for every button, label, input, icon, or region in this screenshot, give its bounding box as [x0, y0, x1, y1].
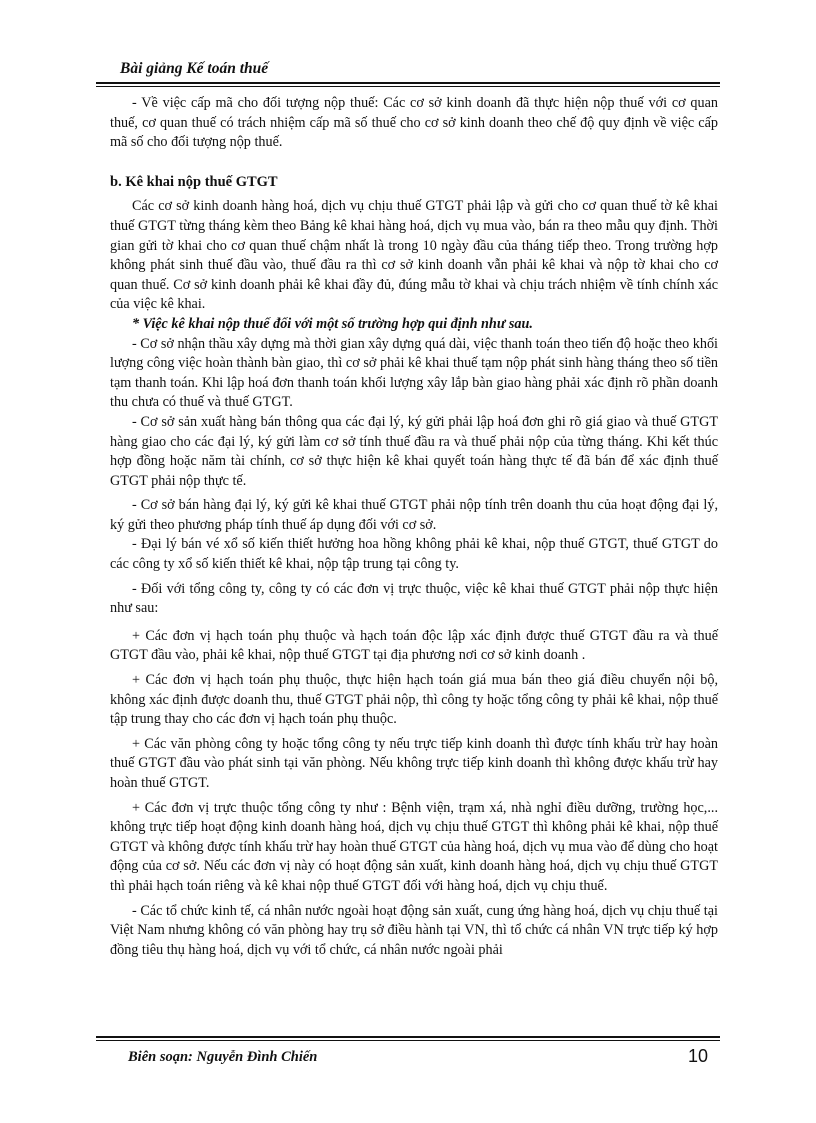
- paragraph-consignment: - Cơ sở bán hàng đại lý, ký gửi kê khai thuế GTGT phải nộp tính trên doanh thu của hoạt động đại lý, ký gửi theo phương pháp tính thuế áp dụng đối với cơ sở.: [110, 497, 718, 533]
- footer-rule: [96, 1036, 720, 1038]
- paragraph-tax-code: - Về việc cấp mã cho đối tượng nộp thuế: Các cơ sở kinh doanh đã thực hiện nộp thuế với cơ quan thuế, cơ quan thuế có trách nhiệm cấp mã số thuế cho cơ sở kinh doanh theo chế độ quy định về việc cấp mã số cho đối tượng nộp thuế.: [110, 95, 718, 151]
- header-rule: [96, 82, 720, 84]
- paragraph-affiliated-units: + Các đơn vị trực thuộc tổng công ty như : Bệnh viện, trạm xá, nhà nghỉ điều dưỡng, trường học,... không trực tiếp hoạt động kinh doanh hàng hoá, dịch vụ chịu thuế GTGT thì không phải kê khai, nộp thuế GTGT và không được tính khấu trừ hay hoàn thuế GTGT của hàng hoá, dịch vụ mua vào để dùng cho hoạt động của cơ sở. Nếu các đơn vị này có hoạt động sản xuất, kinh doanh hàng hoá, dịch vụ chịu thuế GTGT thì phải hạch toán riêng và kê khai nộp thuế GTGT đối với hàng hoá, dịch vụ chịu thuế.: [110, 799, 718, 894]
- page-header: [96, 58, 720, 84]
- paragraph-dependent-units: + Các đơn vị hạch toán phụ thuộc và hạch toán độc lập xác định được thuế GTGT đầu ra và thuế GTGT đầu vào, phải kê khai, nộp thuế GTGT tại địa phương nơi cơ sở kinh doanh .: [110, 627, 718, 664]
- paragraph-lottery: - Đại lý bán vé xổ số kiến thiết hưởng hoa hồng không phải kê khai, nộp thuế GTGT, thuế GTGT do các công ty xổ số kiến thiết kê khai, nộp tập trung tại công ty.: [110, 536, 718, 573]
- paragraph-corporations: - Đối với tổng công ty, công ty có các đơn vị trực thuộc, việc kê khai thuế GTGT phải nộp thực hiện như sau:: [110, 580, 718, 617]
- paragraph-internal-pricing: + Các đơn vị hạch toán phụ thuộc, thực hiện hạch toán giá mua bán theo giá điều chuyển nội bộ, không xác định được doanh thu, thuế GTGT phải nộp, thì công ty hoặc tổng công ty phải kê khai, nộp thuế tập trung thay cho các đơn vị hạch toán phụ thuộc.: [110, 672, 718, 728]
- page-number: 10: [688, 1046, 709, 1066]
- header-rule-thin: [96, 86, 720, 87]
- footer-rule-thin: [96, 1040, 720, 1041]
- paragraph-offices: + Các văn phòng công ty hoặc tổng công ty nếu trực tiếp kinh doanh thì được tính khấu trừ hay hoàn thuế GTGT đầu vào phát sinh tại văn phòng. Nếu không trực tiếp kinh doanh thì không được khấu trừ hay hoàn thuế GTGT.: [110, 735, 718, 791]
- section-heading: b. Kê khai nộp thuế GTGT: [110, 173, 278, 190]
- subheading-cases: * Việc kê khai nộp thuế đối với một số trường hợp qui định như sau.: [132, 315, 533, 332]
- header-title: Bài giảng Kế toán thuế: [120, 60, 269, 77]
- paragraph-agents: - Cơ sở sản xuất hàng bán thông qua các đại lý, ký gửi phải lập hoá đơn ghi rõ giá giao và thuế GTGT hàng giao cho các đại lý, ký gửi làm cơ sở tính thuế đầu ra và thuế phải nộp của từng tháng. Khi kết thúc hợp đồng hoặc năm tài chính, cơ sở thực hiện kê khai quyết toán hàng thực tế đã bán để xác định thuế GTGT phải nộp thực tế.: [110, 413, 718, 489]
- paragraph-declaration: Các cơ sở kinh doanh hàng hoá, dịch vụ chịu thuế GTGT phải lập và gửi cho cơ quan thuế tờ kê khai thuế GTGT từng tháng kèm theo Bảng kê khai hàng hoá, dịch vụ mua vào, bán ra theo mẫu quy định. Thời gian gửi tờ khai cho cơ quan thuế chậm nhất là trong 10 ngày đầu của tháng tiếp theo. Trong trường hợp không phát sinh thuế đầu vào, thuế đầu ra thì cơ sở kinh doanh vẫn phải kê khai và nộp tờ khai cho cơ quan thuế. Cơ sở kinh doanh phải kê khai đầy đủ, đúng mẫu tờ khai và chịu trách nhiệm về tính chính xác của việc kê khai.: [110, 198, 718, 313]
- paragraph-foreign: - Các tổ chức kinh tế, cá nhân nước ngoài hoạt động sản xuất, cung ứng hàng hoá, dịch vụ chịu thuế tại Việt Nam nhưng không có văn phòng hay trụ sở điều hành tại VN, thì tổ chức cá nhân VN trực tiếp ký hợp đồng tiêu thụ hàng hoá, dịch vụ với tổ chức, cá nhân nước ngoài phải: [110, 902, 718, 958]
- paragraph-construction: - Cơ sở nhận thầu xây dựng mà thời gian xây dựng quá dài, việc thanh toán theo tiến độ hoặc theo khối lượng công việc hoàn thành bàn giao, thì cơ sở phải kê khai thuế tạm nộp phát sinh hàng tháng theo số tiền tạm thanh toán. Khi lập hoá đơn thanh toán khối lượng xây lắp bàn giao hàng phải xác định rõ phần doanh thu chưa có thuế và thuế GTGT.: [110, 335, 718, 411]
- page-body: [110, 94, 718, 960]
- footer-author: Biên soạn: Nguyễn Đình Chiến: [128, 1049, 318, 1065]
